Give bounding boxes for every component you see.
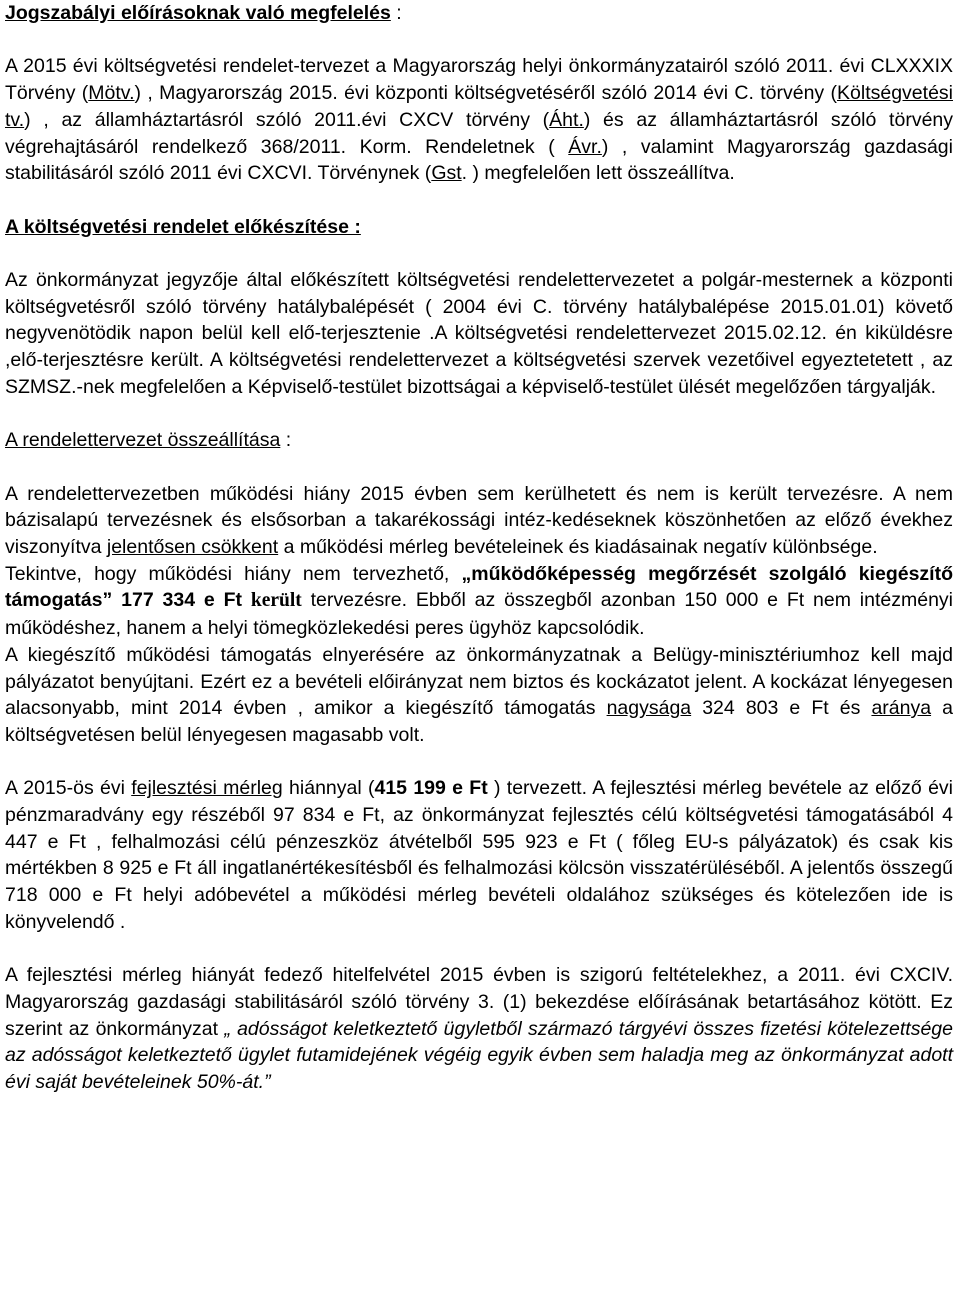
paragraph-preparation: Az önkormányzat jegyzője által előkészített költségvetési rendelettervezetet a polgár-mesternek a központi költségvetésről szóló törvény hatálybalépését ( 2004 évi C. törvény hatálybalépése 2015.01.01) követő negyvenötödik napon belül kell elő-terjesztenie .A költségvetési rendelettervezet 2015.02.12. én kiküldésre ,elő-terjesztésre került. A költségvetési rendelettervezet a költségvetési szervek vezetőivel egyeztetetett , az SZMSZ.-nek megfelelően a Képviselő-testület bizottságai a képviselő-testület ülését megelőzően tárgyalják. — [5, 268, 953, 398]
abbr-gst: Gst — [431, 162, 462, 185]
emphasis-decreased: jelentősen csökkent — [106, 535, 279, 558]
abbr-avr: Ávr. — [568, 135, 602, 158]
quote-law: „ adósságot keletkeztető ügyletből származó tárgyévi összes fizetési kötelezettsége az adósságot keletkeztető ügylet futamidejének végéig egyik évben sem haladja meg az önkormányzat adott évi saját bevételeinek 50%-át.” — [5, 1017, 953, 1094]
text-run: a költségvetésen belül lényegesen magasabb volt. — [5, 697, 953, 746]
spacer — [5, 240, 953, 267]
spacer — [5, 936, 953, 963]
spacer — [5, 187, 953, 214]
heading-compliance-text: Jogszabályi előírásoknak való megfelelés — [5, 2, 391, 24]
section-heading-compliance — [5, 0, 953, 27]
text-run: A kiegészítő működési támogatás elnyerésére az önkormányzatnak a Belügy-minisztériumhoz kell majd pályázatot benyújtani. Ezért ez a bevételi előirányzat nem biztos és kockázatot jelent. A kockázat lényegesen alacsonyabb, mint 2014 évben , amikor a kiegészítő támogatás — [5, 643, 953, 720]
heading-colon: : — [390, 2, 402, 24]
text-run: A rendelettervezetben működési hiány 2015 évben sem kerülhetett és nem is került tervezésre. A nem bázisalapú tervezésnek és elsősorban a takarékossági intéz-kedéseknek köszönhetően az előző évekhez viszonyítva — [5, 482, 953, 558]
emphasis-size: nagysága — [606, 697, 692, 720]
emphasis-support-amount: „működőképesség megőrzését szolgáló kiegészítő támogatás” 177 334 e Ft — [5, 562, 953, 612]
abbr-koltsegvetesi-tv: Költségvetési tv. — [5, 82, 953, 131]
text-run: Tekintve, hogy működési hiány nem tervezhető, — [5, 562, 462, 585]
emphasis-development-balance: fejlesztési mérleg — [131, 777, 283, 800]
spacer — [5, 454, 953, 481]
heading-preparation-text: A költségvetési rendelet előkészítése : — [5, 215, 361, 238]
text-run: ) és az államháztartásról szóló törvény végrehajtásáról rendelkező 368/2011. Korm. Rendeletnek ( — [5, 108, 954, 158]
text-run: . ) megfelelően lett összeállítva. — [461, 162, 735, 185]
paragraph-legal-basis — [5, 53, 953, 187]
text-run: A 2015 évi költségvetési rendelet-tervezet a Magyarország helyi önkormányzatairól szóló 2011. évi CLXXXIX Törvény ( — [5, 55, 953, 105]
emphasis-deficit-amount: 415 199 e Ft — [374, 777, 488, 800]
text-run: 3. (1) bekezdése előírásának betartásához kötött. Ez szerint az önkormányzat — [5, 990, 953, 1040]
paragraph-development-balance — [5, 775, 953, 935]
spacer — [5, 401, 953, 428]
emphasis-kerult: került — [250, 590, 302, 612]
section-heading-compilation — [5, 427, 953, 454]
paragraph-ministry — [5, 642, 953, 749]
heading-colon: : — [280, 429, 292, 452]
text-run: hiánnyal ( — [282, 777, 375, 800]
text-run: a működési mérleg bevételeinek és kiadásainak negatív különbsége. — [278, 535, 878, 558]
text-run: A 2015-ös évi — [5, 777, 132, 800]
text-run: ) , valamint Magyarország gazdasági stabilitásáról szóló 2011 évi CXCVI. Törvénynek ( — [5, 135, 953, 185]
paragraph-support — [5, 561, 953, 642]
text-run: ) , az államháztartásról szóló 2011.évi CXCV törvény ( — [24, 108, 550, 131]
text-run: A fejlesztési mérleg hiányát fedező hitelfelvétel 2015 évben is szigorú feltételekhez, a 2011. évi CXCIV. Magyarország gazdasági stabilitásáról szóló törvény — [5, 964, 953, 1013]
abbr-motv: Mötv. — [88, 82, 135, 105]
spacer — [5, 27, 953, 54]
text-run: 324 803 e Ft és — [691, 697, 872, 720]
abbr-aht: Áht. — [549, 108, 584, 131]
paragraph-deficit — [5, 481, 953, 561]
text-run: tervezésre. Ebből az összegből azonban 150 000 e Ft nem intézményi működéshez, hanem a helyi tömegközlekedési peres ügyhöz kapcsolódik. — [5, 589, 953, 640]
section-heading-preparation — [5, 214, 953, 241]
text-run: ) , Magyarország 2015. évi központi költségvetéséről szóló 2014 évi C. törvény ( — [134, 82, 838, 105]
spacer — [5, 749, 953, 776]
paragraph-borrowing — [5, 962, 953, 1096]
heading-compilation-text: A rendelettervezet összeállítása — [5, 429, 281, 452]
emphasis-ratio: aránya — [871, 697, 932, 720]
text-run — [242, 589, 251, 611]
text-run: ) tervezett. A fejlesztési mérleg bevétele az előző évi pénzmaradvány egy részéből 97 834 e Ft, az önkormányzat fejlesztés célú költségvetési támogatásából 4 447 e Ft , felhalmozási célú pénzeszköz átvételből 595 923 e Ft ( főleg EU-s pályázatok) és csak kis mértékben 8 925 e Ft áll ingatlanértékesítésből és felhalmozási kölcsön visszatérüléséből. A jelentős összegű 718 000 e Ft helyi adóbevétel a működési mérleg bevételi oldalához szükséges és kötelezően ide is könyvelendő . — [5, 777, 954, 933]
